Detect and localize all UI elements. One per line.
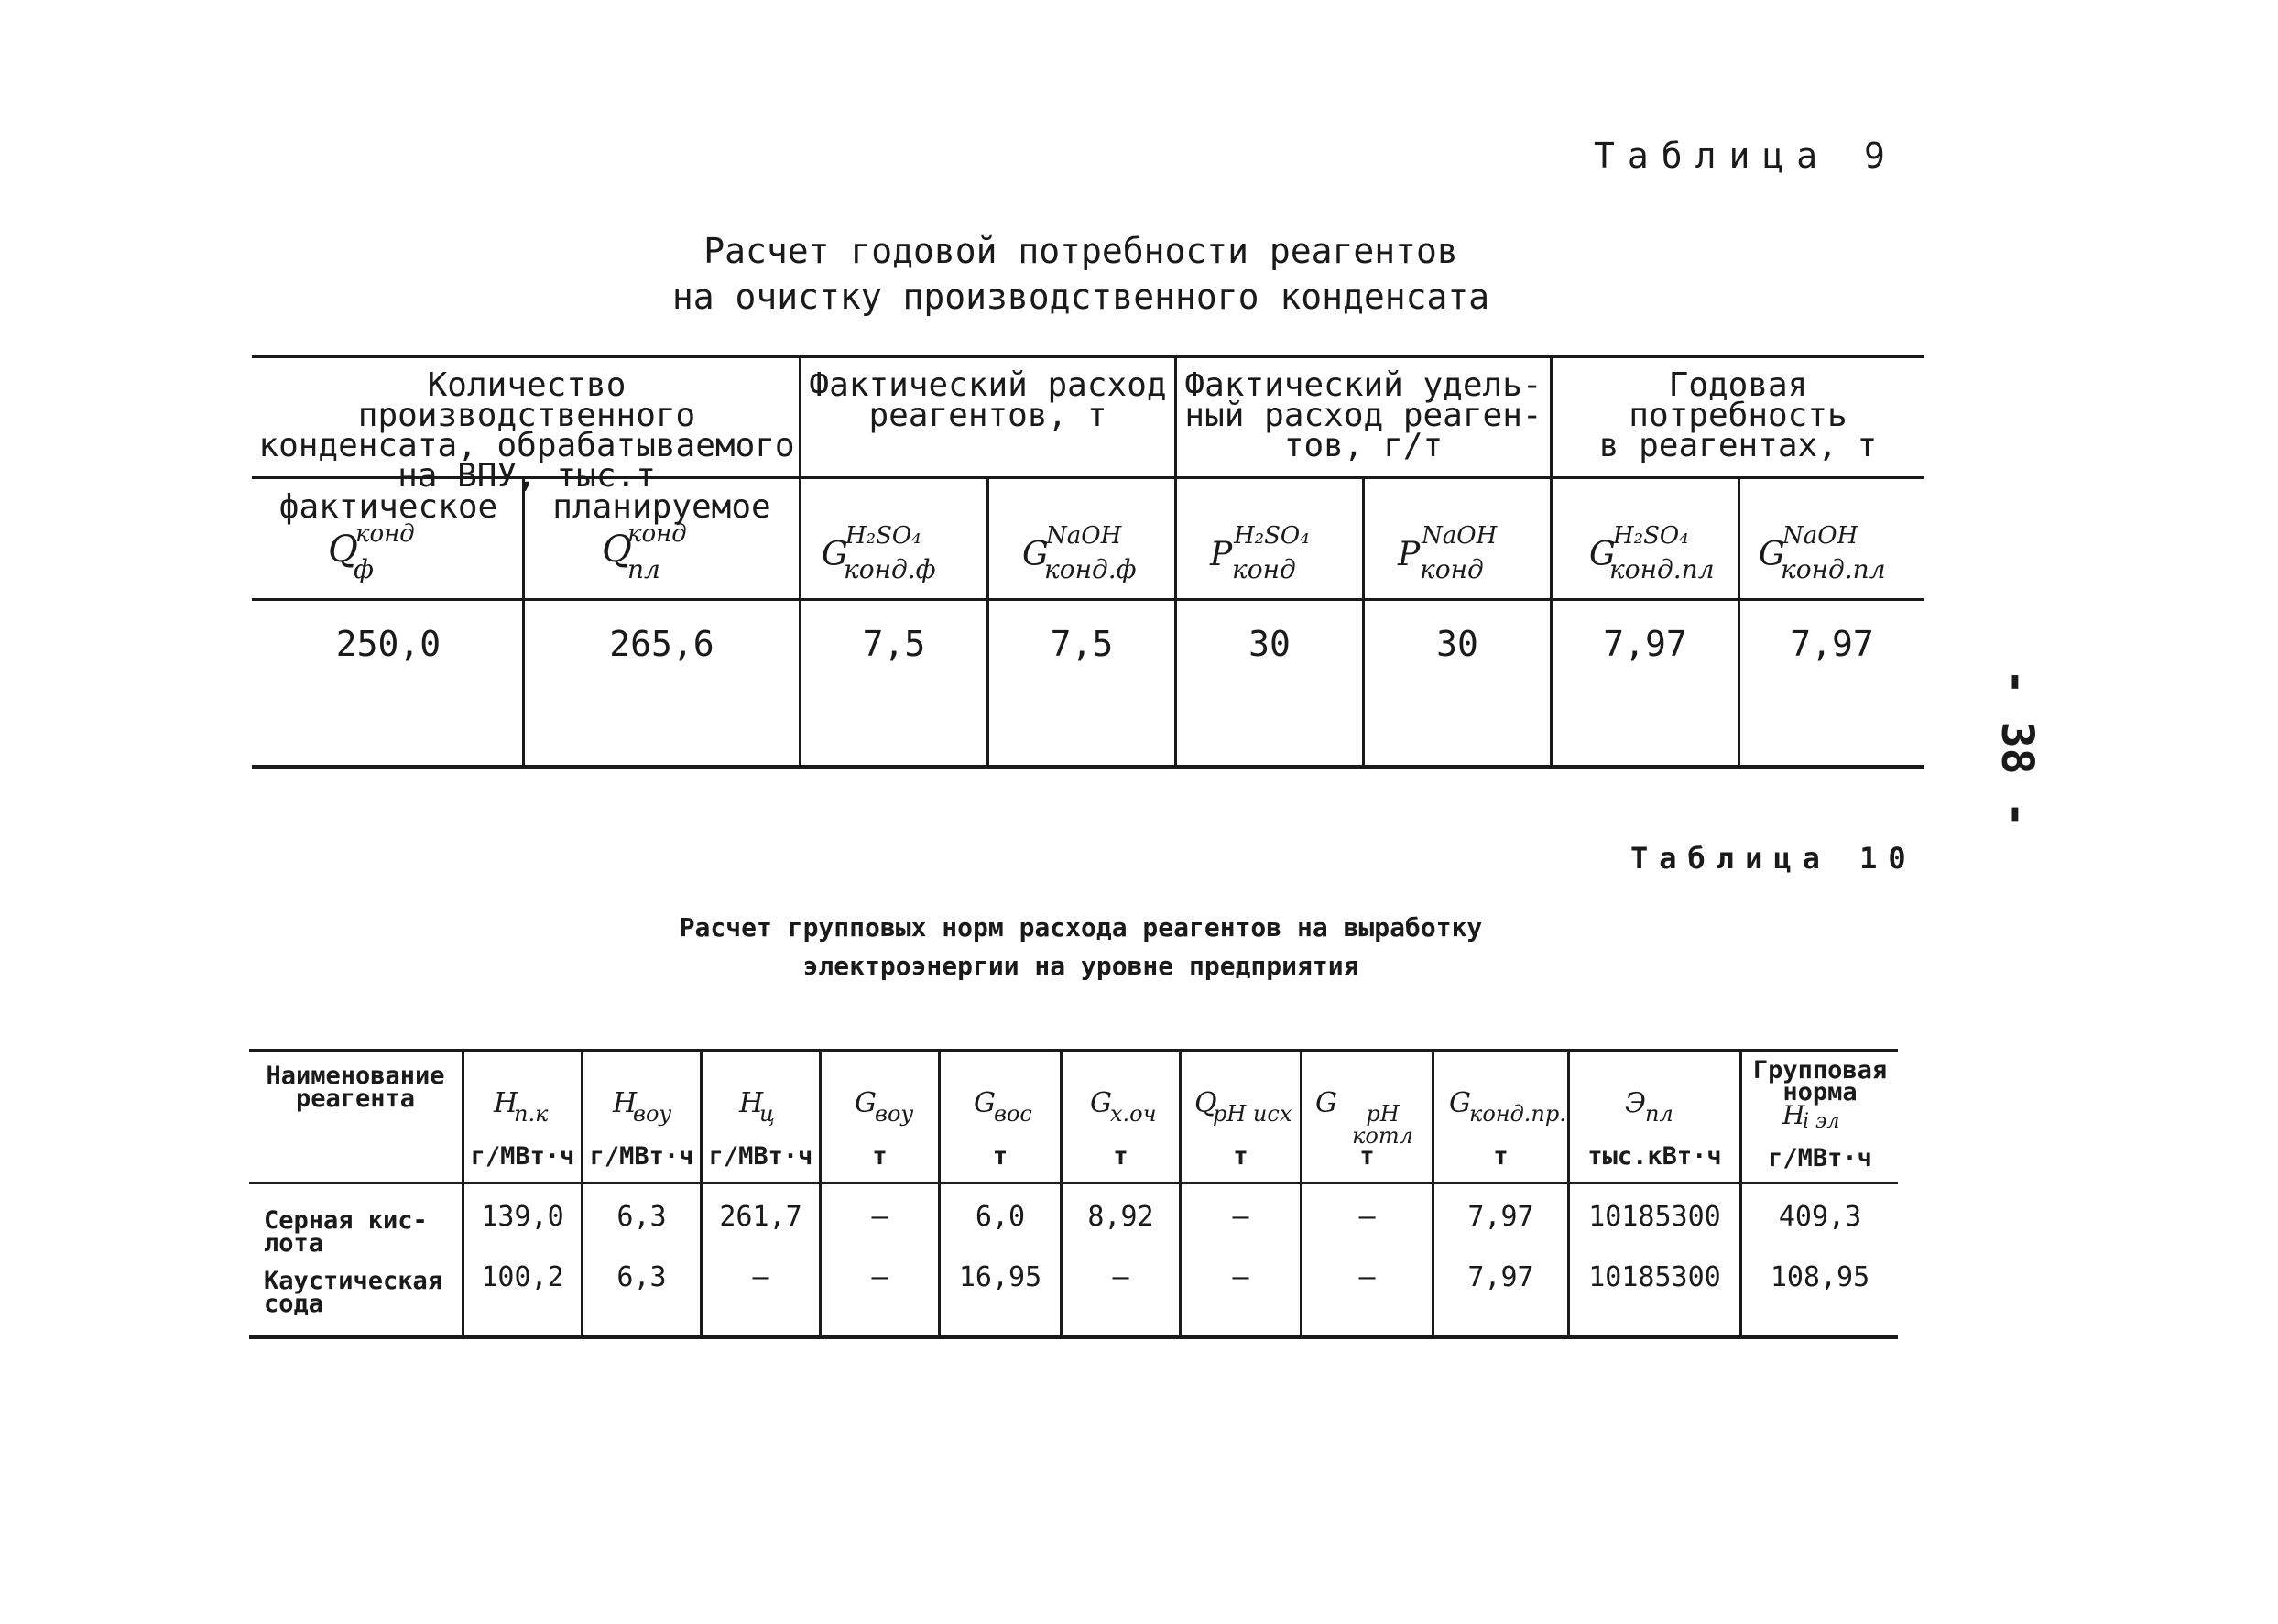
table10-cell: 261,7 (719, 1201, 802, 1233)
table10-cell: 8,92 (1087, 1201, 1154, 1233)
table10-cell: 6,3 (616, 1261, 667, 1293)
table10-header-g-xoch: G х.оч т (1090, 1087, 1157, 1171)
table10-cell: – (752, 1261, 769, 1293)
table10-cell: 7,97 (1467, 1261, 1534, 1293)
table10-cell: – (1358, 1201, 1376, 1233)
table9-title-line2: на очистку производственного конденсата (671, 277, 1490, 317)
table10-header-g-vou: G воу т (855, 1087, 914, 1171)
table10-header-g-kond-pr: G конд.пр. т (1449, 1087, 1566, 1171)
table10-cell: 139,0 (481, 1201, 564, 1233)
table10-cell: 108,95 (1770, 1261, 1870, 1293)
table9-subheader-plan: планируемое Q конд пл (552, 488, 771, 584)
table9-value-gp-naoh: 7,97 (1790, 624, 1874, 664)
table10-cell: 100,2 (481, 1261, 564, 1293)
table10-cell: – (1112, 1261, 1129, 1293)
table9-subheader-g-h2so4: G H₂SO₄ конд.ф (822, 522, 936, 584)
table10-cell: 7,97 (1467, 1201, 1534, 1233)
table10-cell: 6,3 (616, 1201, 667, 1233)
table9-subheader-gp-h2so4: G H₂SO₄ конд.пл (1589, 522, 1715, 584)
table10-header-g-vos: G вос т (974, 1087, 1032, 1171)
table10-header-h-pk: Н п.к г/МВт·ч (470, 1087, 575, 1171)
table10-header-group-norm: Групповая норма Н i эл г/МВт·ч (1752, 1056, 1888, 1172)
table10-header-q-ph-isx: Q рН исх т (1194, 1087, 1292, 1171)
table9-value-g-naoh: 7,5 (1050, 624, 1114, 664)
table10-title-line2: электроэнергии на уровне предприятия (802, 951, 1359, 981)
table10-header-h-c: Н ц г/МВт·ч (708, 1087, 813, 1171)
table9-value-gp-h2so4: 7,97 (1603, 624, 1687, 664)
table10-row2-name: Каустическая сода (264, 1267, 443, 1318)
table10-cell: – (1232, 1261, 1249, 1293)
table9-header-annual-demand: Годовая потребность в реагентах, т (1598, 366, 1878, 464)
table10-header-g-ph-kotl: G рН котл т (1315, 1087, 1413, 1171)
table9-subheader-p-naoh: P NaOH конд (1398, 522, 1498, 584)
table9-value-p-h2so4: 30 (1248, 624, 1291, 664)
table9-subheader-gp-naoh: G NaOH конд.пл (1759, 522, 1886, 584)
table9-subheader-g-naoh: G NaOH конд.ф (1022, 522, 1137, 584)
table9-header-actual-consumption: Фактический расход реагентов, т (809, 366, 1167, 434)
table10-cell: – (1358, 1261, 1376, 1293)
table9-value-fact: 250,0 (335, 624, 441, 664)
table9-header-specific-consumption: Фактический удель- ный расход реаген- тов, г/т (1184, 366, 1542, 464)
table9-header-quantity: Количество производственного конденсата, обрабатываемого на ВПУ, тыс.т (258, 366, 795, 495)
table10-cell: – (871, 1201, 888, 1233)
table10-cell: 10185300 (1588, 1261, 1721, 1293)
table10-cell: – (1232, 1201, 1249, 1233)
table9-label: Таблица 9 (1594, 136, 1898, 176)
table10-cell: 6,0 (975, 1201, 1026, 1233)
table9-subheader-p-h2so4: P H₂SO₄ конд (1210, 522, 1310, 584)
table10-cell: 409,3 (1778, 1201, 1862, 1233)
table9-subheader-fact: фактическое Q конд ф (278, 488, 498, 584)
page-number: - 38 - (1991, 669, 2043, 828)
table10-label: Таблица 10 (1630, 841, 1917, 876)
table9-value-p-naoh: 30 (1436, 624, 1478, 664)
table9-value-g-h2so4: 7,5 (862, 624, 926, 664)
table9-title-line1: Расчет годовой потребности реагентов (703, 231, 1458, 271)
table10-title-line1: Расчет групповых норм расхода реагентов на выработку (679, 912, 1483, 943)
table10-header-e-pl: Э пл тыс.кВт·ч (1587, 1087, 1722, 1171)
table10-cell: – (871, 1261, 888, 1293)
table10-header-name: Наименование реагента (266, 1062, 445, 1113)
table10-cell: 16,95 (958, 1261, 1042, 1293)
table10-cell: 10185300 (1588, 1201, 1721, 1233)
table10-header-h-vou: Н воу г/МВт·ч (589, 1087, 694, 1171)
table10-row1-name: Серная кис- лота (264, 1206, 428, 1258)
table9-value-plan: 265,6 (609, 624, 714, 664)
